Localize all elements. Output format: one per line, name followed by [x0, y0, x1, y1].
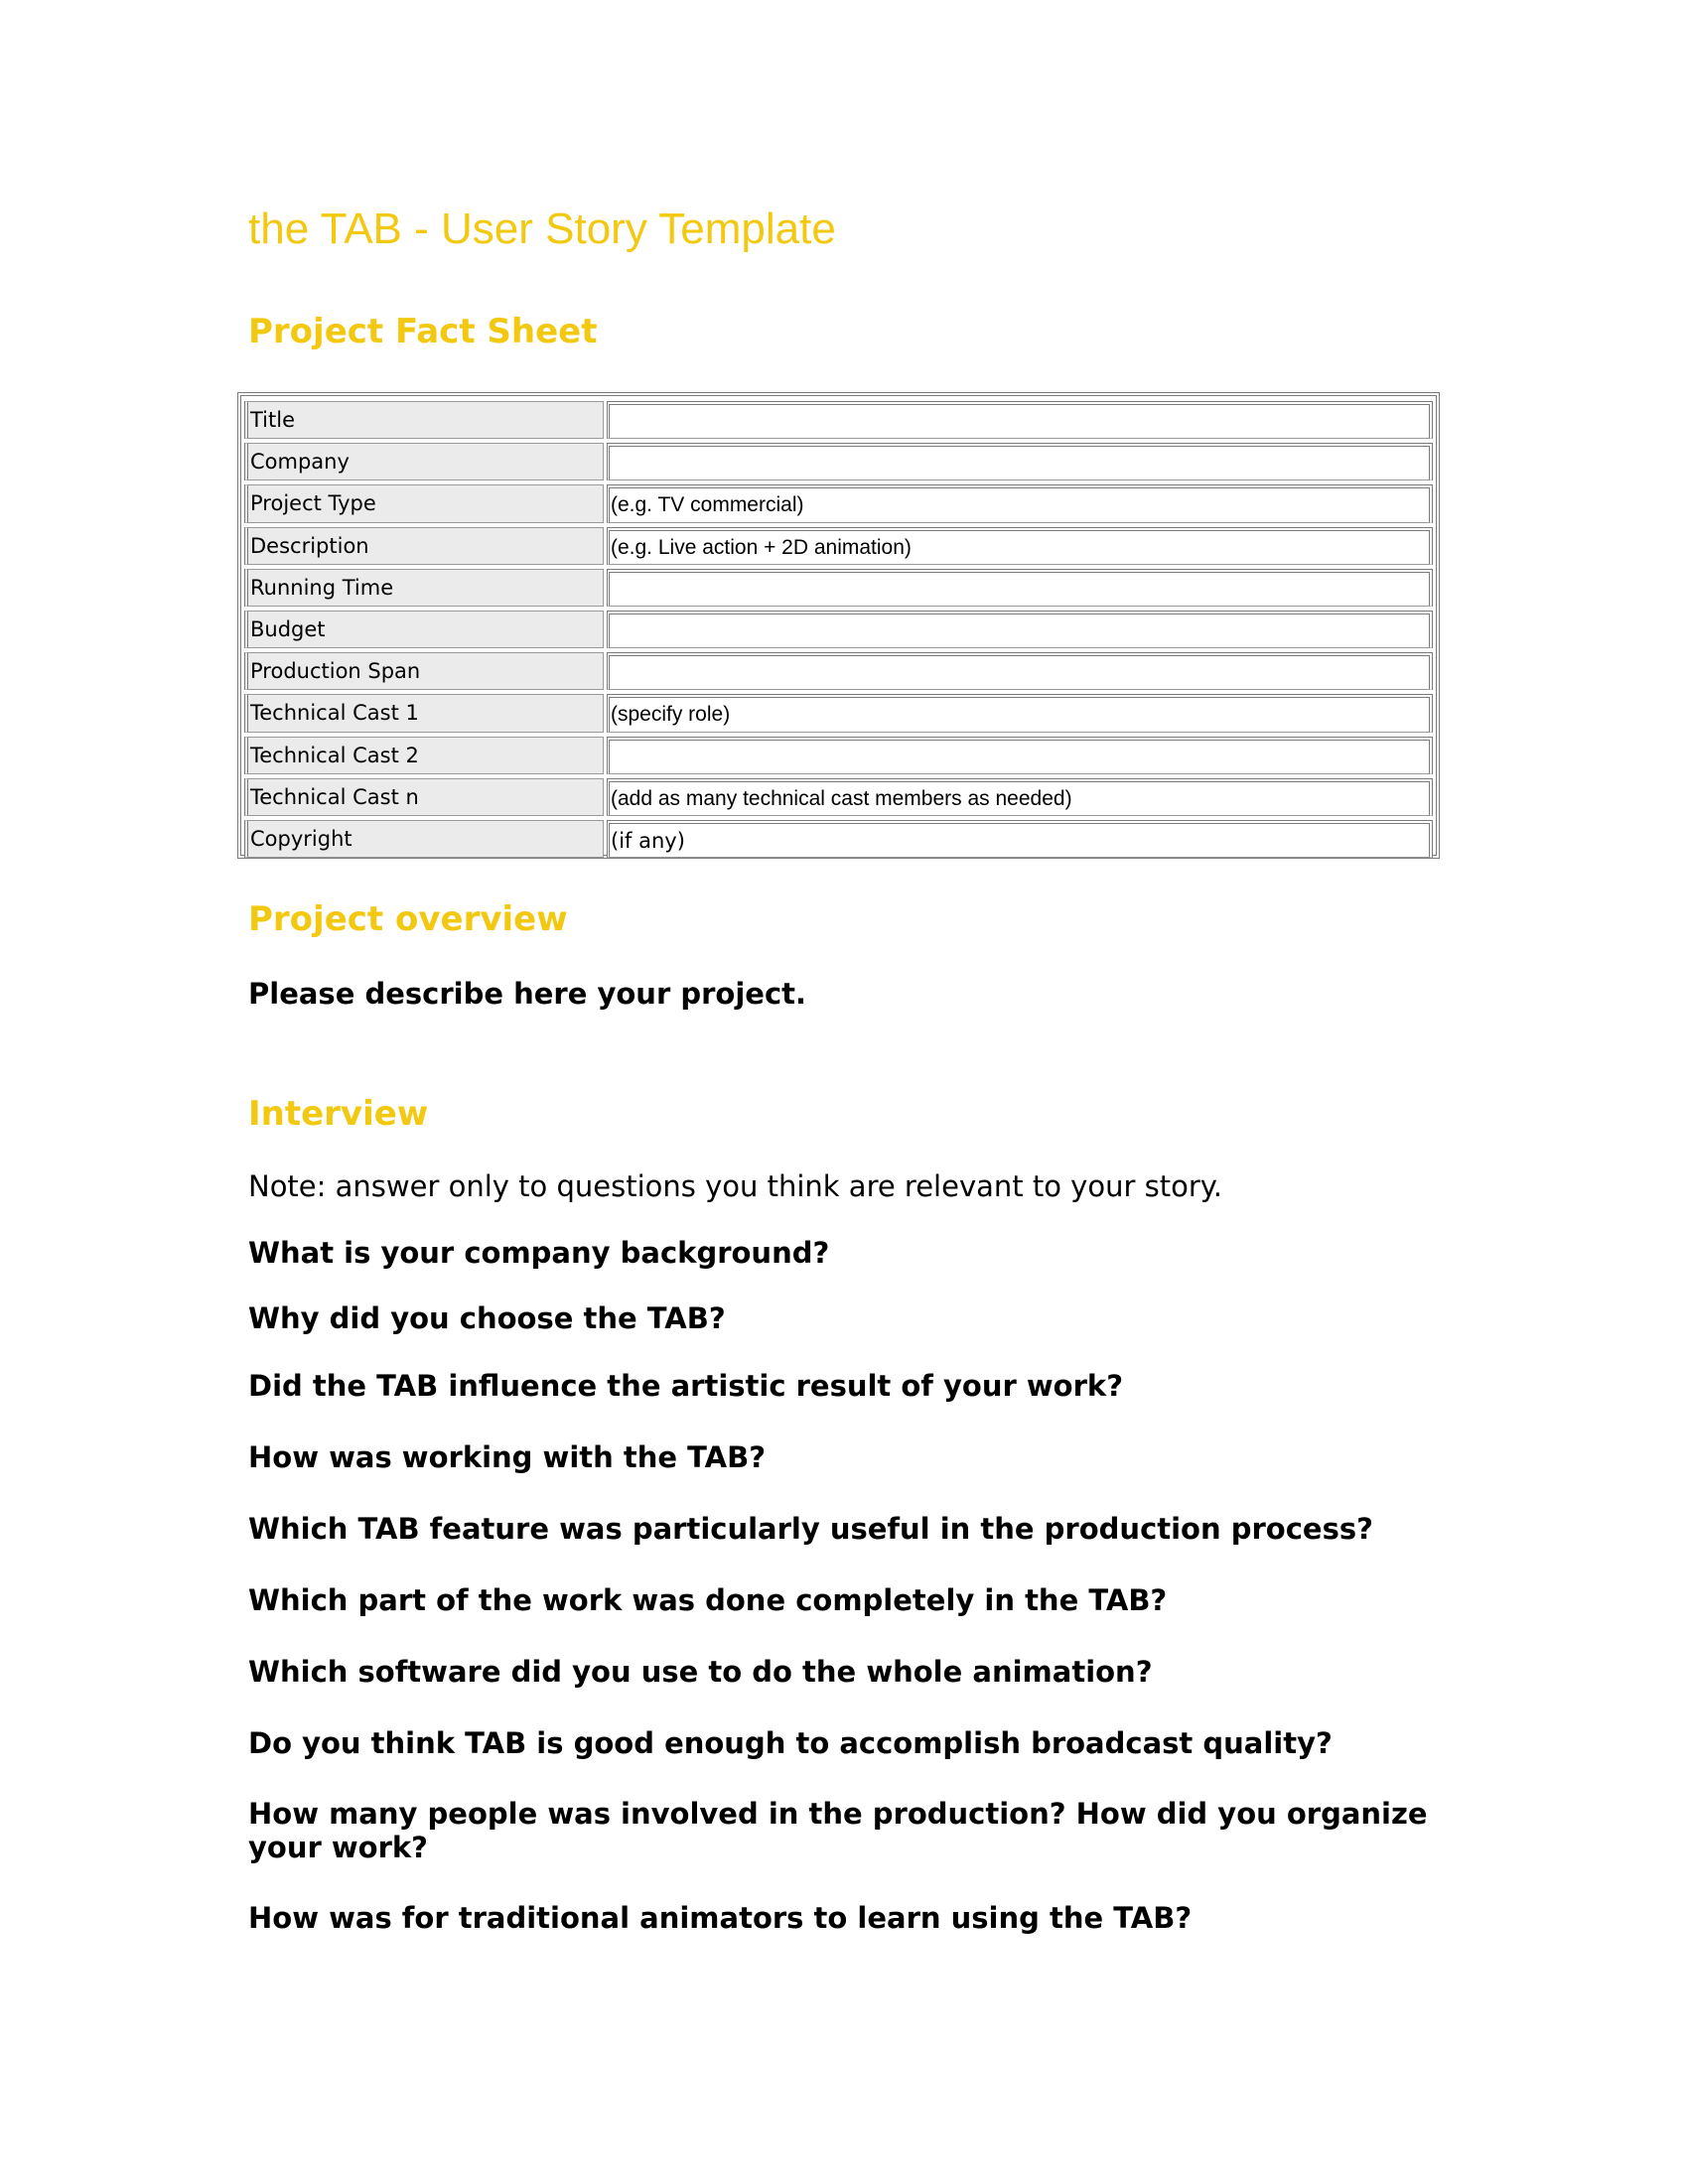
fact-sheet-heading: Project Fact Sheet — [248, 312, 598, 351]
fact-value-project-type[interactable]: (e.g. TV commercial) — [607, 484, 1433, 522]
interview-question: How was working with the TAB? — [248, 1440, 767, 1474]
fact-value-copyright[interactable]: (if any) — [607, 820, 1433, 858]
interview-question: What is your company background? — [248, 1236, 830, 1270]
interview-question: Which part of the work was done completely in the TAB? — [248, 1583, 1168, 1617]
interview-question: How many people was involved in the production? How did you organize your work? — [248, 1797, 1428, 1864]
fact-label-technical-cast-n: Technical Cast n — [244, 778, 604, 816]
table-row — [244, 735, 1433, 776]
fact-value-technical-cast-2[interactable] — [607, 737, 1433, 774]
interview-question: How was for traditional animators to learn using the TAB? — [248, 1901, 1193, 1935]
table-row — [244, 650, 1433, 692]
fact-value-description[interactable]: (e.g. Live action + 2D animation) — [607, 527, 1433, 565]
project-overview-heading: Project overview — [248, 899, 568, 939]
table-row — [244, 441, 1433, 482]
interview-question: Did the TAB influence the artistic result of your work? — [248, 1369, 1124, 1403]
fact-value-technical-cast-n[interactable]: (add as many technical cast members as needed) — [607, 778, 1433, 816]
table-row — [244, 818, 1433, 860]
fact-value-title[interactable] — [607, 401, 1433, 439]
table-row — [244, 525, 1433, 567]
table-row — [244, 482, 1433, 524]
project-overview-text: Please describe here your project. — [248, 977, 807, 1011]
interview-note: Note: answer only to questions you think are relevant to your story. — [248, 1169, 1223, 1203]
interview-question: Why did you choose the TAB? — [248, 1301, 726, 1335]
table-row — [244, 399, 1433, 441]
fact-label-company: Company — [244, 443, 604, 480]
fact-label-technical-cast-2: Technical Cast 2 — [244, 737, 604, 774]
fact-label-technical-cast-1: Technical Cast 1 — [244, 694, 604, 732]
fact-label-description: Description — [244, 527, 604, 565]
table-row — [244, 609, 1433, 650]
table-row — [244, 567, 1433, 609]
interview-heading: Interview — [248, 1094, 429, 1134]
fact-label-production-span: Production Span — [244, 652, 604, 690]
fact-label-project-type: Project Type — [244, 484, 604, 522]
fact-value-budget[interactable] — [607, 611, 1433, 648]
fact-value-production-span[interactable] — [607, 652, 1433, 690]
fact-label-running-time: Running Time — [244, 569, 604, 607]
interview-question: Do you think TAB is good enough to accomplish broadcast quality? — [248, 1726, 1333, 1760]
fact-label-copyright: Copyright — [244, 820, 604, 858]
interview-question: Which TAB feature was particularly useful in the production process? — [248, 1512, 1373, 1546]
fact-value-running-time[interactable] — [607, 569, 1433, 607]
fact-value-company[interactable] — [607, 443, 1433, 480]
fact-sheet-table — [237, 392, 1440, 859]
table-row — [244, 776, 1433, 818]
interview-question: Which software did you use to do the whole animation? — [248, 1655, 1153, 1689]
fact-value-technical-cast-1[interactable]: (specify role) — [607, 694, 1433, 732]
fact-label-title: Title — [244, 401, 604, 439]
document-title: the TAB - User Story Template — [248, 205, 836, 253]
fact-label-budget: Budget — [244, 611, 604, 648]
table-row — [244, 692, 1433, 734]
